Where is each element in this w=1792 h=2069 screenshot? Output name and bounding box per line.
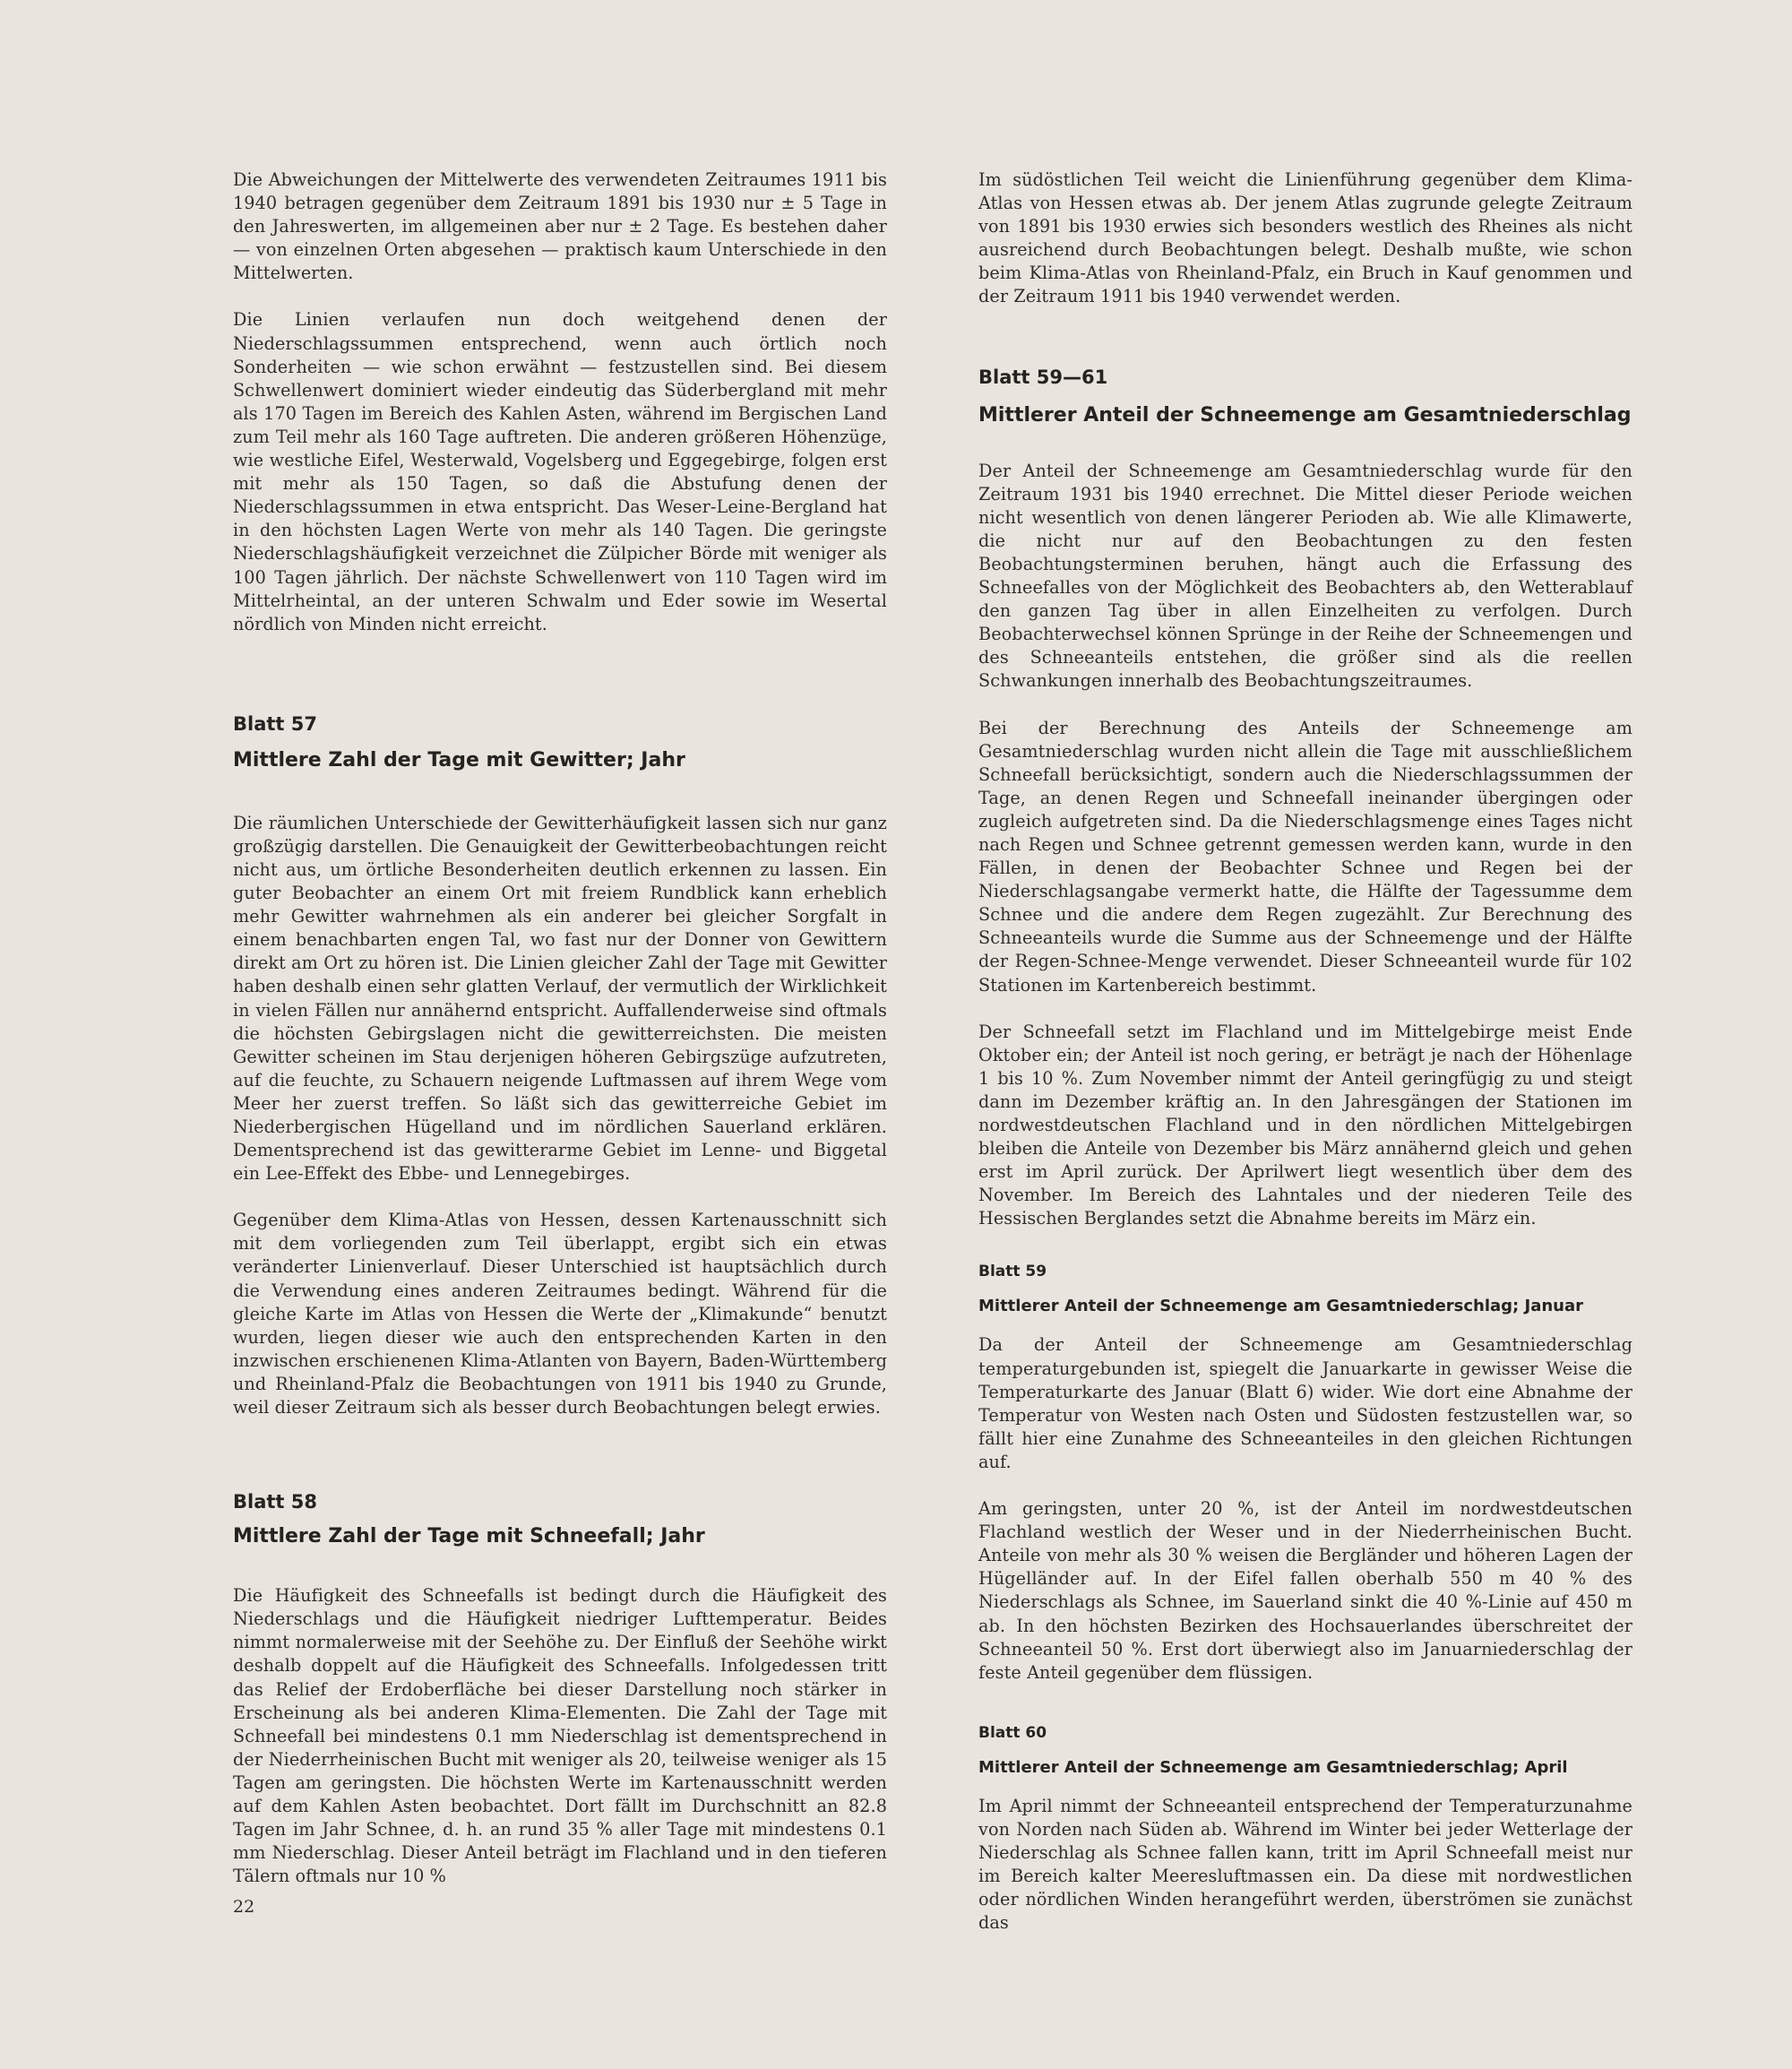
- paragraph: Der Anteil der Schneemenge am Gesamtniederschlag wurde für den Zeitraum 1931 bis 1940 errechnet. Die Mittel dieser Periode weichen nicht wesentlich von denen längerer Perioden ab. Wie alle Klimawerte, die nicht nur auf den Beobachtungen zu den festen Beobachtungsterminen beruhen, hängt auch die Erfassung des Schneefalles von der Möglichkeit des Beobachters ab, den Wetterablauf den ganzen Tag über in allen Einzelheiten zu verfolgen. Durch Beobachterwechsel können Sprünge in der Reihe der Schneemengen und des Schneeanteils entstehen, die größer sind als die reellen Schwankungen innerhalb des Beobachtungszeitraumes.: [978, 460, 1633, 692]
- right-column: [978, 168, 1633, 1935]
- paragraph: Die Häufigkeit des Schneefalls ist bedingt durch die Häufigkeit des Niederschlags und die Häufigkeit niedriger Lufttemperatur. Beides nimmt normalerweise mit der Seehöhe zu. Der Einfluß der Seehöhe wirkt deshalb doppelt auf die Häufigkeit des Schneefalls. Infolgedessen tritt das Relief der Erdoberfläche bei dieser Darstellung noch stärker in Erscheinung als bei anderen Klima-Elementen. Die Zahl der Tage mit Schneefall bei mindestens 0.1 mm Niederschlag ist dementsprechend in der Niederrheinischen Bucht mit weniger als 20, teilweise weniger als 15 Tagen am geringsten. Die höchsten Werte im Kartenausschnitt werden auf dem Kahlen Asten beobachtet. Dort fällt im Durchschnitt an 82.8 Tagen im Jahr Schnee, d. h. an rund 35 % aller Tage mit mindestens 0.1 mm Niederschlag. Dieser Anteil beträgt im Flachland und in den tieferen Tälern oftmals nur 10 %: [233, 1585, 887, 1887]
- section-label: Blatt 57: [233, 712, 317, 735]
- left-column: [233, 168, 887, 1888]
- paragraph: Gegenüber dem Klima-Atlas von Hessen, dessen Kartenausschnitt sich mit dem vorliegenden zum Teil überlappt, ergibt sich ein etwas veränderter Linienverlauf. Dieser Unterschied ist hauptsächlich durch die Verwendung eines anderen Zeitraumes bedingt. Während für die gleiche Karte im Atlas von Hessen die Werte der „Klimakunde“ benutzt wurden, liegen dieser wie auch den entsprechenden Karten in den inzwischen erschienenen Klima-Atlanten von Bayern, Baden-Württemberg und Rheinland-Pfalz die Beobachtungen von 1911 bis 1940 zu Grunde, weil dieser Zeitraum sich als besser durch Beobachtungen belegt erwies.: [233, 1210, 887, 1418]
- paragraph: Die räumlichen Unterschiede der Gewitterhäufigkeit lassen sich nur ganz großzügig darstellen. Die Genauigkeit der Gewitterbeobachtungen reicht nicht aus, um örtliche Besonderheiten deutlich erkennen zu lassen. Ein guter Beobachter an einem Ort mit freiem Rundblick kann erheblich mehr Gewitter wahrnehmen als ein anderer bei gleicher Sorgfalt in einem benachbarten engen Tal, wo fast nur der Donner von Gewittern direkt am Ort zu hören ist. Die Linien gleicher Zahl der Tage mit Gewitter haben deshalb einen sehr glatten Verlauf, der vermutlich der Wirklichkeit in vielen Fällen nur annähernd entspricht. Auffallenderweise sind oftmals die höchsten Gebirgslagen nicht die gewitterreichsten. Die meisten Gewitter scheinen im Stau derjenigen höheren Gebirgszüge aufzutreten, auf die feuchte, zu Schauern neigende Luftmassen auf ihrem Wege vom Meer her zuerst treffen. So läßt sich das gewitterreiche Gebiet im Niederbergischen Hügelland und im nördlichen Sauerland erklären. Dementsprechend ist das gewitterarme Gebiet im Lenne- und Biggetal ein Lee-Effekt des Ebbe- und Lennegebirges.: [233, 812, 887, 1185]
- paragraph: Der Schneefall setzt im Flachland und im Mittelgebirge meist Ende Oktober ein; der Anteil ist noch gering, er beträgt je nach der Höhenlage 1 bis 10 %. Zum November nimmt der Anteil geringfügig zu und steigt dann im Dezember kräftig an. In den Jahresgängen der Stationen im nordwestdeutschen Flachland und in den nördlichen Mittelgebirgen bleiben die Anteile von Dezember bis März annähernd gleich und gehen erst im April zurück. Der Aprilwert liegt wesentlich über dem des November. Im Bereich des Lahntales und der niederen Teile des Hessischen Berglandes setzt die Abnahme bereits im März ein.: [978, 1021, 1633, 1229]
- section-label: Blatt 59—61: [978, 366, 1108, 388]
- paragraph: Da der Anteil der Schneemenge am Gesamtniederschlag temperaturgebunden ist, spiegelt die Januarkarte in gewisser Weise die Temperaturkarte des Januar (Blatt 6) wider. Wie dort eine Abnahme der Temperatur von Westen nach Osten und Südosten festzustellen war, so fällt hier eine Zunahme des Schneeanteiles in den gleichen Richtungen auf.: [978, 1334, 1633, 1472]
- section-title: Mittlerer Anteil der Schneemenge am Gesamtniederschlag; Januar: [978, 1297, 1584, 1316]
- paragraph: Bei der Berechnung des Anteils der Schneemenge am Gesamtniederschlag wurden nicht allein die Tage mit ausschließlichem Schneefall berücksichtigt, sondern auch die Niederschlagssummen der Tage, an denen Regen und Schneefall ineinander übergingen oder zugleich aufgetreten sind. Da die Niederschlagsmenge eines Tages nicht nach Regen und Schnee getrennt gemessen werden kann, wurde in den Fällen, in denen der Beobachter Schnee und Regen bei der Niederschlagsangabe vermerkt hatte, die Hälfte der Tagessumme dem Schnee und die andere dem Regen zugezählt. Zur Berechnung des Schneeanteils wurde die Summe aus der Schneemenge und der Hälfte der Regen-Schnee-Menge verwendet. Dieser Schneeanteil wurde für 102 Stationen im Kartenbereich bestimmt.: [978, 717, 1633, 996]
- paragraph: Die Abweichungen der Mittelwerte des verwendeten Zeitraumes 1911 bis 1940 betragen gegenüber dem Zeitraum 1891 bis 1930 nur ± 5 Tage in den Jahreswerten, im allgemeinen aber nur ± 2 Tage. Es bestehen daher — von einzelnen Orten abgesehen — praktisch kaum Unterschiede in den Mittelwerten.: [233, 169, 887, 284]
- section-title: Mittlere Zahl der Tage mit Schneefall; Jahr: [233, 1525, 705, 1548]
- section-title: Mittlere Zahl der Tage mit Gewitter; Jahr: [233, 748, 685, 772]
- paragraph: Am geringsten, unter 20 %, ist der Anteil im nordwestdeutschen Flachland westlich der Weser und in der Niederrheinischen Bucht. Anteile von mehr als 30 % weisen die Bergländer und höheren Lagen der Hügelländer auf. In der Eifel fallen oberhalb 550 m 40 % des Niederschlags als Schnee, im Sauerland sinkt die 40 %-Linie auf 450 m ab. In den höchsten Bezirken des Hochsauerlandes überschreitet der Schneeanteil 50 %. Erst dort überwiegt also im Januarniederschlag der feste Anteil gegenüber dem flüssigen.: [978, 1498, 1633, 1683]
- section-label: Blatt 58: [233, 1491, 317, 1513]
- section-title: Mittlerer Anteil der Schneemenge am Gesamtniederschlag: [978, 403, 1632, 427]
- paragraph: Im April nimmt der Schneeanteil entsprechend der Temperaturzunahme von Norden nach Süden ab. Während im Winter bei jeder Wetterlage der Niederschlag als Schnee fallen kann, tritt im April Schneefall meist nur im Bereich kalter Meeresluftmassen ein. Da diese mit nordwestlichen oder nördlichen Winden herangeführt werden, überströmen sie zunächst das: [978, 1795, 1633, 1934]
- section-title: Mittlerer Anteil der Schneemenge am Gesamtniederschlag; April: [978, 1757, 1568, 1777]
- section-label: Blatt 59: [978, 1263, 1047, 1281]
- page-number: 22: [233, 1897, 255, 1917]
- paragraph: Die Linien verlaufen nun doch weitgehend denen der Niederschlagssummen entsprechend, wenn auch örtlich noch Sonderheiten — wie schon erwähnt — festzustellen sind. Bei diesem Schwellenwert dominiert wieder eindeutig das Süderbergland mit mehr als 170 Tagen im Bereich des Kahlen Asten, während im Bergischen Land zum Teil mehr als 160 Tage auftreten. Die anderen größeren Höhenzüge, wie westliche Eifel, Westerwald, Vogelsberg und Eggegebirge, folgen erst mit mehr als 150 Tagen, so daß die Abstufung denen der Niederschlagssummen in etwa entspricht. Das Weser-Leine-Bergland hat in den höchsten Lagen Werte von mehr als 140 Tagen. Die geringste Niederschlagshäufigkeit verzeichnet die Zülpicher Börde mit weniger als 100 Tagen jährlich. Der nächste Schwellenwert von 110 Tagen wird im Mittelrheintal, an der unteren Schwalm und Eder sowie im Wesertal nördlich von Minden nicht erreicht.: [233, 309, 887, 634]
- section-label: Blatt 60: [978, 1723, 1047, 1742]
- paragraph: Im südöstlichen Teil weicht die Linienführung gegenüber dem Klima-Atlas von Hessen etwas ab. Der jenem Atlas zugrunde gelegte Zeitraum von 1891 bis 1930 erwies sich besonders westlich des Rheines als nicht ausreichend durch Beobachtungen belegt. Deshalb mußte, wie schon beim Klima-Atlas von Rheinland-Pfalz, ein Bruch in Kauf genommen und der Zeitraum 1911 bis 1940 verwendet werden.: [978, 169, 1633, 307]
